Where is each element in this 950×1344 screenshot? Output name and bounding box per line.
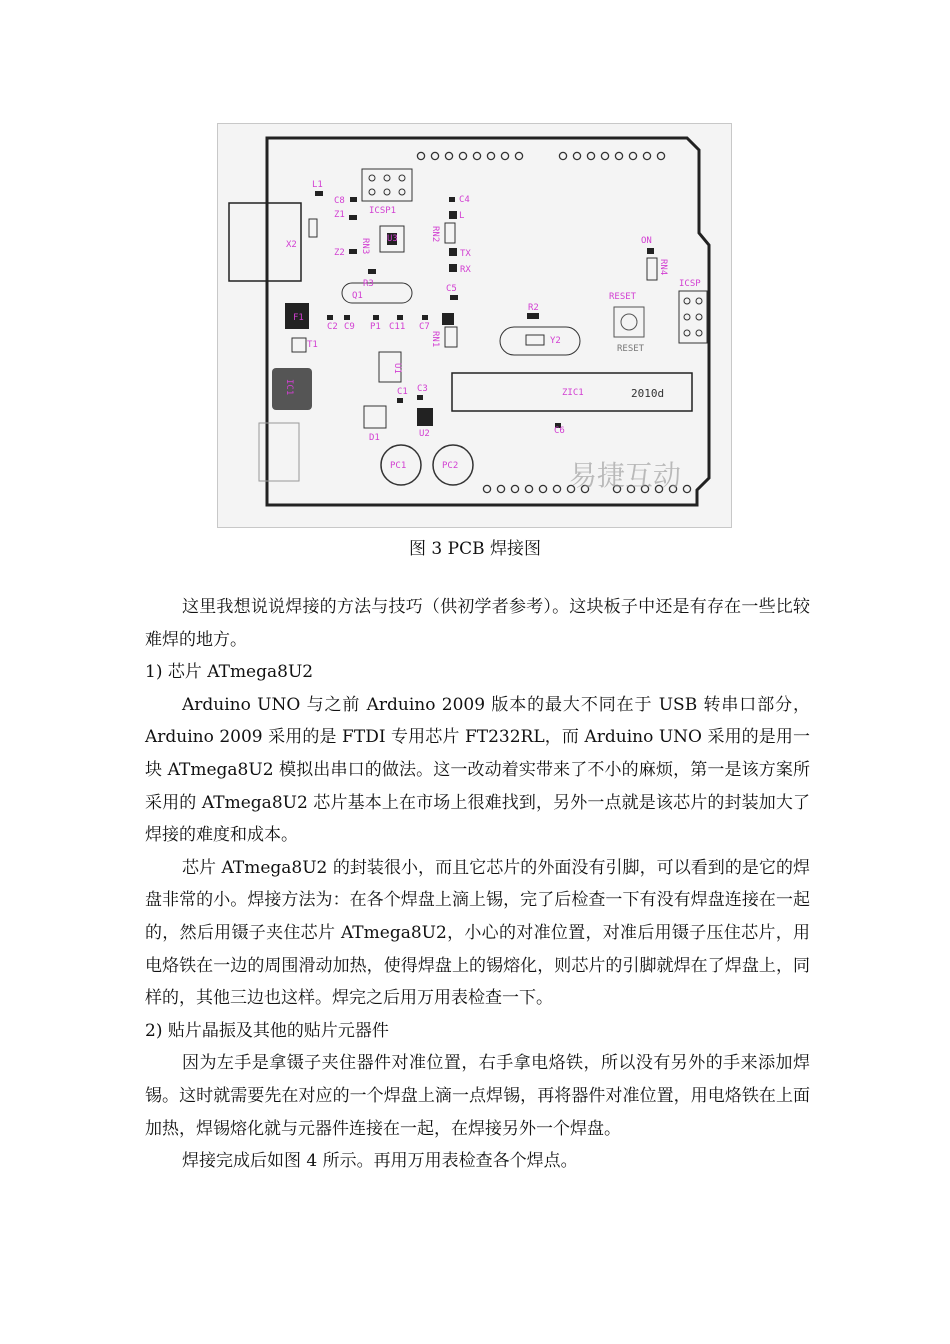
pcb-label: P1 xyxy=(370,322,381,332)
pcb-label: Z1 xyxy=(334,210,345,220)
pcb-label: C11 xyxy=(389,322,406,332)
pcb-label: ICSP xyxy=(679,279,701,289)
section-heading: 2) 贴片晶振及其他的贴片元器件 xyxy=(145,1020,389,1041)
pcb-label: R3 xyxy=(363,279,374,289)
pcb-label: C5 xyxy=(446,284,457,294)
pcb-label: IC1 xyxy=(284,379,294,396)
pcb-label: C9 xyxy=(344,322,355,332)
pcb-label: ZIC1 xyxy=(562,388,584,398)
pcb-label: C4 xyxy=(459,195,470,205)
pcb-label: Z2 xyxy=(334,248,345,258)
pcb-label: C3 xyxy=(417,384,428,394)
pcb-label: U1 xyxy=(392,363,402,374)
pcb-label: C8 xyxy=(334,196,345,206)
pcb-label: 2010d xyxy=(631,387,665,400)
pcb-label: U3 xyxy=(387,234,398,244)
paragraph: 芯片 ATmega8U2 的封装很小，而且它芯片的外面没有引脚，可以看到的是它的焊盘非常的小。焊接方法为：在各个焊盘上滴上锡，完了后检查一下有没有焊盘连接在一起的，然后用镊子夹住芯片 ATmega8U2，小心的对准位置，对准后用镊子压住芯片，用电烙铁在一边的周围滑动加热，使得焊盘上的锡熔化，则芯片的引脚就焊在了焊盘上，同样的，其他三边也这样。焊完之后用万用表检查一下。 xyxy=(145,857,810,1009)
document-body xyxy=(145,591,810,1178)
pcb-label: L1 xyxy=(312,180,323,190)
pcb-label: RN1 xyxy=(430,331,440,348)
pcb-label: T1 xyxy=(307,340,318,350)
pcb-label: U2 xyxy=(419,429,430,439)
pcb-label: L xyxy=(459,211,465,221)
pcb-label: PC1 xyxy=(390,461,407,471)
pcb-label: RESET xyxy=(617,344,645,354)
pcb-label: C1 xyxy=(397,387,408,397)
pcb-label: RN4 xyxy=(658,259,668,276)
paragraph: Arduino UNO 与之前 Arduino 2009 版本的最大不同在于 USB 转串口部分，Arduino 2009 采用的是 FTDI 专用芯片 FT232RL，而 Arduino UNO 采用的是用一块 ATmega8U2 模拟出串口的做法。这一改动着实带来了不小的麻烦，第一是该方案所采用的 ATmega8U2 芯片基本上在市场上很难找到，另外一点就是该芯片的封装加大了焊接的难度和成本。 xyxy=(145,694,810,846)
pcb-label: RN2 xyxy=(430,226,440,243)
pcb-label: D1 xyxy=(369,433,380,443)
pcb-label: RN3 xyxy=(360,238,370,255)
pcb-label: TX xyxy=(460,249,471,259)
pcb-label: ON xyxy=(641,236,652,246)
pcb-label: RESET xyxy=(609,292,637,302)
pcb-label: F1 xyxy=(293,313,304,323)
watermark-logo: 易捷互动 xyxy=(569,459,682,492)
pcb-label: RX xyxy=(460,265,471,275)
paragraph: 焊接完成后如图 4 所示。再用万用表检查各个焊点。 xyxy=(182,1151,578,1172)
section-heading: 1) 芯片 ATmega8U2 xyxy=(145,662,314,683)
figure-caption: 图 3 PCB 焊接图 xyxy=(409,539,541,559)
pcb-figure xyxy=(217,123,732,528)
paragraph: 因为左手是拿镊子夹住器件对准位置，右手拿电烙铁，所以没有另外的手来添加焊锡。这时就需要先在对应的一个焊盘上滴一点焊锡，再将器件对准位置，用电烙铁在上面加热，焊锡熔化就与元器件连接在一起，在焊接另外一个焊盘。 xyxy=(145,1053,810,1139)
paragraph: 这里我想说说焊接的方法与技巧（供初学者参考）。这块板子中还是有存在一些比较难焊的地方。 xyxy=(145,597,810,650)
pcb-label: R2 xyxy=(528,303,539,313)
pcb-label: ICSP1 xyxy=(369,206,397,216)
pcb-label: C6 xyxy=(554,426,565,436)
pcb-label: C2 xyxy=(327,322,338,332)
pcb-label: Q1 xyxy=(352,291,363,301)
pcb-label: PC2 xyxy=(442,461,459,471)
pcb-label: Y2 xyxy=(550,336,561,346)
pcb-label: X2 xyxy=(286,240,297,250)
pcb-label: C7 xyxy=(419,322,430,332)
